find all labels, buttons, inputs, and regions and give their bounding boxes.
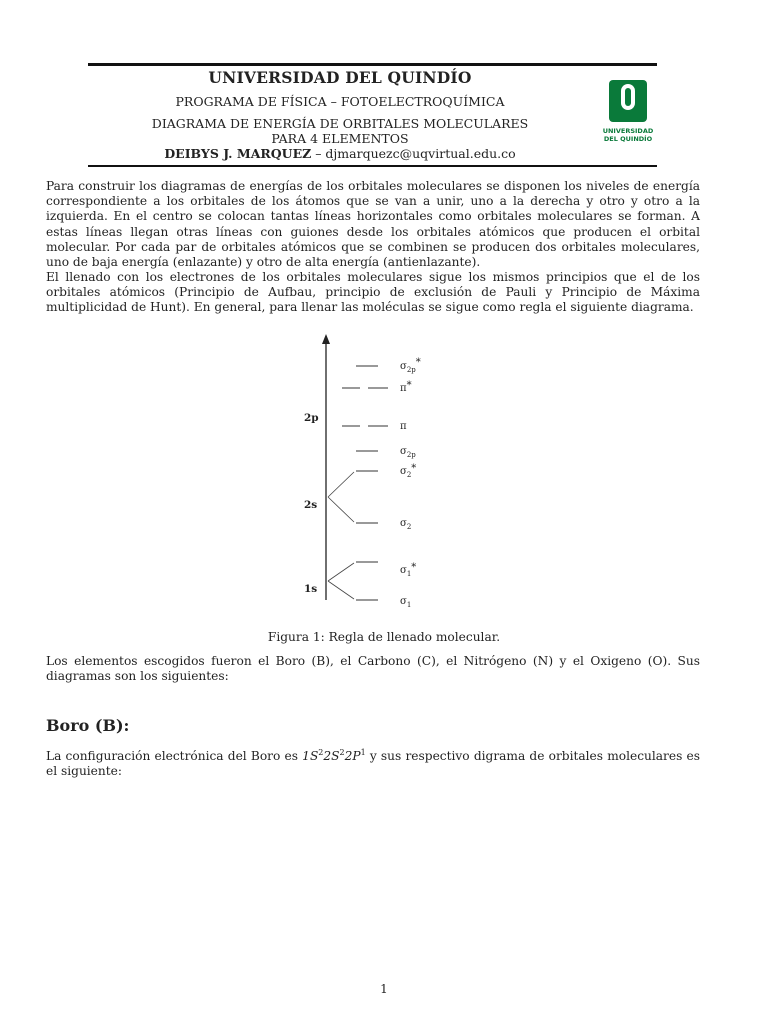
orbital-superscript: * [406,380,412,391]
config-term: 1 [302,749,310,764]
orbital-symbol: σ [400,466,407,477]
page-number: 1 [380,982,388,996]
orbital-subscript: 1 [406,570,412,578]
orbital-symbol: σ [400,565,407,576]
orbital-subscript: 2 [406,471,412,479]
orbital-label [400,562,416,578]
connector-1s-bonding [328,581,354,599]
atomic-level-label: 1s [304,583,318,595]
orbital-subscript: 1 [406,601,412,609]
config-orbital: S [331,749,340,764]
program-name: PROGRAMA DE FÍSICA – FOTOELECTROQUÍMICA [175,94,505,109]
config-orbital: S [309,749,319,764]
orbital-subscript: 2p [406,366,416,374]
section-heading-boro: Boro (B): [46,716,130,735]
filling-paragraph: El llenado con los electrones de los orbitales moleculares sigue los mismos principios que el de los orbitales atómicos (Principio de Aufbau, principio de exclusión de Pauli y Principio de Máxima multiplicidad de Hunt). En general, para llenar las moléculas se sigue como regla el siguiente diagrama. [46,270,700,315]
orbital-label [400,518,411,531]
orbital-symbol: π [400,421,407,432]
author-separator: – [311,146,326,161]
atomic-level-label: 2p [304,412,319,424]
connector-1s-antibonding [328,563,354,581]
connector-2s-bonding [328,497,354,522]
mo-energy-diagram [290,332,480,617]
orbital-label [400,463,416,479]
header-bottom-rule [88,165,657,167]
intro-paragraph: Para construir los diagramas de energías de los orbitales moleculares se disponen los niveles de energía correspondiente a los orbitales de los átomos que se van a unir, uno a la derecha y otro y otro a la izquierda. En el centro se colocan tantas líneas horizontales como orbitales moleculares se forman. A estas líneas llegan otras líneas con guiones desde los orbitales atómicos que producen el orbital molecular. Por cada par de orbitales atómicos que se combinen se producen dos orbitales moleculares, uno de baja energía (enlazante) y otro de alta energía (antienlazante). [46,179,700,270]
config-orbital: P [352,749,361,764]
orbital-superscript: * [411,463,417,474]
orbital-label [400,421,407,432]
logo-text [600,127,656,143]
connector-2s-antibonding [328,472,354,497]
boron-config-text-before: La configuración electrónica del Boro es [46,749,303,764]
orbital-label [400,446,416,459]
university-name: UNIVERSIDAD DEL QUINDÍO [208,68,472,87]
author-email: djmarquezc@uqvirtual.edu.co [325,146,516,161]
config-term: 2 [344,749,353,764]
config-exponent: 2 [318,748,324,757]
orbital-superscript: * [415,357,421,368]
orbital-label [400,596,411,609]
logo-text-line2: DEL QUINDÍO [603,135,653,143]
config-term: 2 [323,749,332,764]
energy-axis-arrow-icon [322,334,330,344]
orbital-symbol: σ [400,596,407,607]
logo-text-line1: UNIVERSIDAD [602,127,654,135]
config-exponent: 2 [339,748,345,757]
orbital-subscript: 2 [406,523,412,531]
atomic-level-label: 2s [304,499,318,511]
boron-config-text-after: y sus respectivo digrama de orbitales moleculares es el siguiente: [46,749,700,779]
electron-configuration [302,749,366,763]
document-title: DIAGRAMA DE ENERGÍA DE ORBITALES MOLECULARES PARA 4 ELEMENTOS [151,116,529,146]
orbital-label [400,357,421,374]
orbital-symbol: σ [400,518,407,529]
document-header [95,66,585,162]
orbital-symbol: π [400,383,407,394]
university-logo [600,78,656,152]
orbital-symbol: σ [400,446,407,457]
author-line [95,146,585,162]
elements-paragraph: Los elementos escogidos fueron el Boro (B), el Carbono (C), el Nitrógeno (N) y el Oxigeno (O). Sus diagramas son los siguientes: [46,654,700,684]
orbital-superscript: * [411,562,417,573]
orbital-subscript: 2p [406,451,416,459]
config-exponent: 1 [360,748,366,757]
author-name: DEIBYS J. MARQUEZ [164,146,312,161]
boron-config-paragraph [46,745,700,779]
figure-caption: Figura 1: Regla de llenado molecular. [267,630,501,644]
orbital-label [400,380,412,394]
logo-shield-icon [607,78,649,124]
orbital-symbol: σ [400,361,407,372]
mo-energy-figure [290,332,480,617]
